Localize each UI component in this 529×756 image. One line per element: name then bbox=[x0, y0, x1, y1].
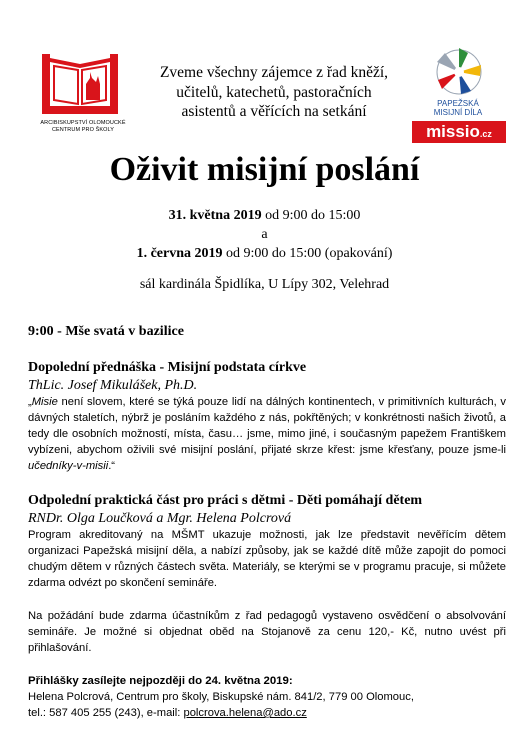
missio-globe-icon bbox=[428, 43, 490, 101]
morning-lecture-heading: Dopolední přednáška - Misijní podstata církve bbox=[28, 360, 307, 375]
date-1-time: od 9:00 do 15:00 bbox=[261, 208, 361, 223]
contact-phone: tel.: 587 405 255 (243), e-mail: bbox=[28, 707, 184, 719]
afternoon-workshop-heading: Odpolední praktická část pro práci s dětmi - Děti pomáhají dětem bbox=[28, 493, 423, 508]
date-2-time: od 9:00 do 15:00 (opakování) bbox=[222, 246, 393, 261]
program-content bbox=[28, 323, 506, 721]
date-connector: a bbox=[261, 227, 268, 242]
date-1: 31. května 2019 bbox=[168, 208, 262, 223]
quote-open: „ bbox=[28, 396, 32, 408]
archdiocese-logo bbox=[34, 50, 132, 140]
invitation-text bbox=[140, 63, 408, 122]
invitation-line: Zveme všechny zájemce z řad kněží, bbox=[159, 64, 389, 81]
header bbox=[0, 0, 529, 150]
mass-item: 9:00 - Mše svatá v bazilice bbox=[28, 324, 184, 339]
missio-tag-line1: PAPEŽSKÁ bbox=[437, 99, 479, 108]
missio-brand-suffix: .cz bbox=[479, 129, 492, 139]
archdiocese-emblem-icon bbox=[40, 50, 120, 116]
missio-logo bbox=[408, 43, 516, 143]
morning-quote bbox=[28, 394, 506, 474]
date-2: 1. června 2019 bbox=[136, 246, 223, 261]
quote-body: není slovem, které se týká pouze lidí na dálných kontinentech, v primitivních kulturách, v dávných staletích, nýbrž je posláním každého z nás, pokřtěných; v konkrétnosti našich životů, a tedy dle osobních možností, místa, času… jsme, mimo jiné, i současným papežem Františkem vybízeni, abychom oživili své misijní poslání, přijaté skrze křest: jsme křesťany, pouze jsme-li bbox=[28, 396, 506, 456]
page-title: Oživit misijní poslání bbox=[109, 151, 420, 188]
date-line-2 bbox=[0, 244, 529, 263]
missio-brand bbox=[412, 121, 506, 143]
certificate-note: Na požádání bude zdarma účastníkům z řad pedagogů vystaveno osvědčení o absolvování semináře. Je možné si objednat oběd na Stojanově za cenu 120,- Kč, nutno uvést při přihlašování. bbox=[28, 610, 506, 654]
email-link[interactable]: polcrova.helena@ado.cz bbox=[183, 707, 307, 719]
quote-emphasis-end: učedníky-v-misii bbox=[28, 460, 109, 472]
date-line-1 bbox=[0, 206, 529, 225]
missio-tag-line2: MISIJNÍ DÍLA bbox=[433, 108, 483, 117]
archdiocese-caption-line2: CENTRUM PRO ŠKOLY bbox=[51, 127, 115, 133]
morning-speaker: ThLic. Josef Mikulášek, Ph.D. bbox=[28, 378, 198, 393]
quote-emphasis: Misie bbox=[31, 396, 58, 408]
event-venue: sál kardinála Špidlíka, U Lípy 302, Velehrad bbox=[139, 277, 390, 292]
invitation-line: učitelů, katechetů, pastoračních bbox=[176, 83, 372, 101]
event-dates bbox=[0, 206, 529, 263]
registration-heading: Přihlášky zasílejte nejpozději do 24. května 2019: bbox=[28, 675, 293, 687]
afternoon-description: Program akreditovaný na MŠMT ukazuje možnosti, jak lze představit nevěřícím dětem organizaci Papežská misijní děla, a nabízí způsoby, jak se každé dítě může zapojit do pomoci chudým dětem v různých částech světa. Materiály, se kterými se v programu pracuje, si můžete zdarma odvézt po skončení semináře. bbox=[28, 529, 506, 589]
contact-line-2 bbox=[28, 705, 506, 721]
invitation-line: asistentů a věřících na setkání bbox=[181, 103, 367, 120]
afternoon-speakers: RNDr. Olga Loučková a Mgr. Helena Polcrová bbox=[28, 511, 292, 526]
contact-line-1: Helena Polcrová, Centrum pro školy, Biskupské nám. 841/2, 779 00 Olomouc, bbox=[28, 691, 414, 703]
archdiocese-caption-line1: ARCIBISKUPSTVÍ OLOMOUCKÉ bbox=[40, 120, 126, 126]
quote-close: .“ bbox=[108, 460, 116, 472]
missio-brand-name: missio bbox=[426, 122, 480, 141]
